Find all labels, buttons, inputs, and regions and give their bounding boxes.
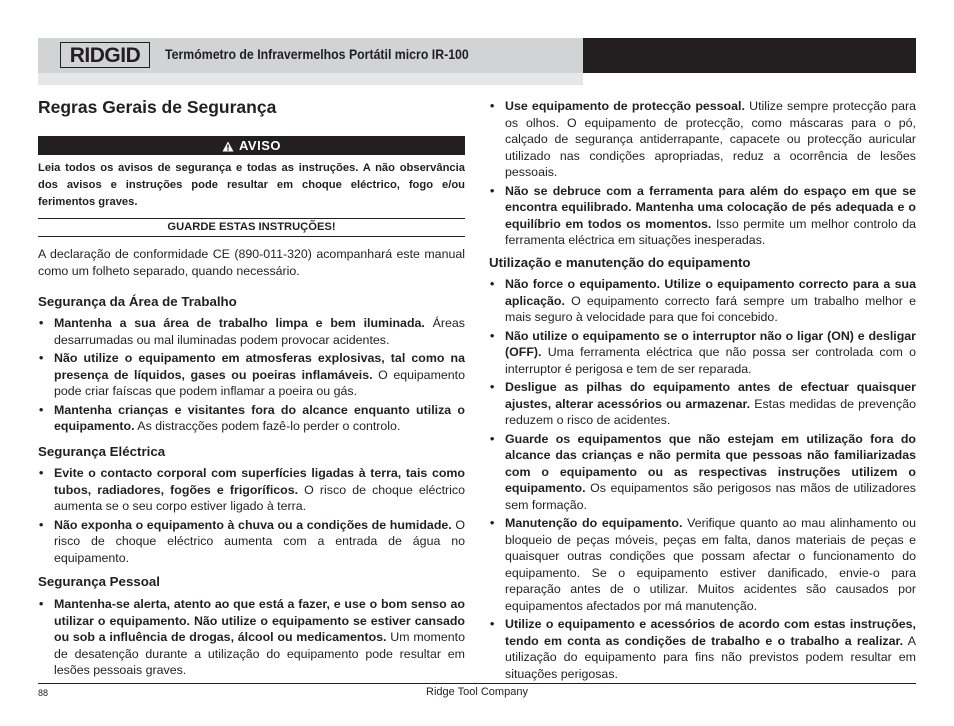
- electrical-list: [38, 465, 465, 568]
- list-item: • Não force o equipamento. Utilize o equipamento correcto para a sua aplicação. O equipamento correcto fará sempre um trabalho melhor e mais seguro à velocidade para que foi concebido.: [489, 276, 916, 326]
- list-item: • Guarde os equipamentos que não estejam em utilização fora do alcance das crianças e não permita que pessoas não familiarizadas com o equipamento ou as respectivas instruções utilizem o equipamento. Os equipamentos são perigosos nas mãos de utilizadores sem formação.: [489, 431, 916, 514]
- work-area-title: Segurança da Área de Trabalho: [38, 294, 237, 309]
- divider-bottom: [38, 236, 465, 237]
- brand-text: RIDGID: [69, 44, 141, 67]
- maintenance-title: Utilização e manutenção do equipamento: [489, 255, 751, 270]
- warning-icon: [222, 141, 234, 152]
- header-black-band: [583, 38, 916, 73]
- maintenance-list: [489, 276, 916, 684]
- list-item: • Mantenha-se alerta, atento ao que está a fazer, e use o bom senso ao utilizar o equipamento. Não utilize o equipamento se estiver cansado ou sob a influência de drogas, álcool ou medicamentos. Um momento de desatenção durante a utilização do equipamento pode resultar em lesões pessoais graves.: [38, 596, 465, 679]
- footer-rule: [38, 683, 916, 684]
- list-item: • Mantenha crianças e visitantes fora do alcance enquanto utiliza o equipamento. As distracções podem fazê-lo perder o controlo.: [38, 402, 465, 435]
- list-item: • Não se debruce com a ferramenta para além do espaço em que se encontra equilibrado. Mantenha uma colocação de pés adequada e o equilíbrio em todos os momentos. Isso permite um melhor controlo da ferramenta eléctrica em situações inesperadas.: [489, 183, 916, 249]
- header-strip: [38, 73, 583, 85]
- ce-declaration: A declaração de conformidade CE (890-011-320) acompanhará este manual como um folheto separado, quando necessário.: [38, 247, 465, 278]
- work-area-list: [38, 315, 465, 437]
- page-number: 88: [38, 688, 49, 698]
- save-instructions-label: GUARDE ESTAS INSTRUÇÕES!: [167, 221, 336, 233]
- electrical-title: Segurança Eléctrica: [38, 444, 166, 459]
- personal-list-continued: [489, 98, 916, 251]
- warning-text: Leia todos os avisos de segurança e todas as instruções. A não observância dos avisos e instruções pode resultar em choque eléctrico, fogo e/ou ferimentos graves.: [38, 162, 465, 208]
- document-title: Termómetro de Infravermelhos Portátil micro IR-100: [165, 46, 469, 62]
- list-item: • Desligue as pilhas do equipamento antes de efectuar quaisquer ajustes, alterar acessórios ou armazenar. Estas medidas de prevenção reduzem o risco de acidentes.: [489, 379, 916, 429]
- list-item: • Mantenha a sua área de trabalho limpa e bem iluminada. Áreas desarrumadas ou mal iluminadas podem provocar acidentes.: [38, 315, 465, 348]
- list-item: • Utilize o equipamento e acessórios de acordo com estas instruções, tendo em conta as condições de trabalho e o trabalho a realizar. A utilização do equipamento para fins não previstos podem resultar em situações perigosas.: [489, 616, 916, 682]
- divider-top: [38, 218, 465, 219]
- personal-title: Segurança Pessoal: [38, 574, 160, 589]
- list-item: • Não utilize o equipamento em atmosferas explosivas, tal como na presença de líquidos, gases ou poeiras inflamáveis. O equipamento pode criar faíscas que podem inflamar a poeira ou gás.: [38, 350, 465, 400]
- warning-bar: [38, 136, 465, 155]
- list-item: • Manutenção do equipamento. Verifique quanto ao mau alinhamento ou bloqueio de peças móveis, peças em falta, danos materiais de peças e quaisquer outras condições que possam afectar o funcionamento do equipamento. Se o equipamento estiver danificado, envie-o para reparação antes de o utilizar. Muitos acidentes são causados por equipamentos afectados por má manutenção.: [489, 515, 916, 614]
- warning-label: AVISO: [239, 138, 281, 153]
- footer-company: Ridge Tool Company: [426, 686, 528, 698]
- list-item: • Não utilize o equipamento se o interruptor não o ligar (ON) e desligar (OFF). Uma ferramenta eléctrica que não possa ser controlada com o interruptor é perigosa e tem de ser reparada.: [489, 328, 916, 378]
- list-item: • Use equipamento de protecção pessoal. Utilize sempre protecção para os olhos. O equipamento de protecção, como máscaras para o pó, calçado de segurança antiderrapante, capacete ou protecção auricular utilizado nas condições apropriadas, reduz a ocorrência de lesões pessoais.: [489, 98, 916, 181]
- list-item: • Não exponha o equipamento à chuva ou a condições de humidade. O risco de choque eléctrico aumenta com a entrada de água no equipamento.: [38, 517, 465, 567]
- ridgid-logo: [60, 42, 150, 68]
- personal-list: [38, 596, 465, 681]
- section-title: Regras Gerais de Segurança: [38, 97, 277, 117]
- list-item: • Evite o contacto corporal com superfícies ligadas à terra, tais como tubos, radiadores, fogões e frigoríficos. O risco de choque eléctrico aumenta se o seu corpo estiver ligado à terra.: [38, 465, 465, 515]
